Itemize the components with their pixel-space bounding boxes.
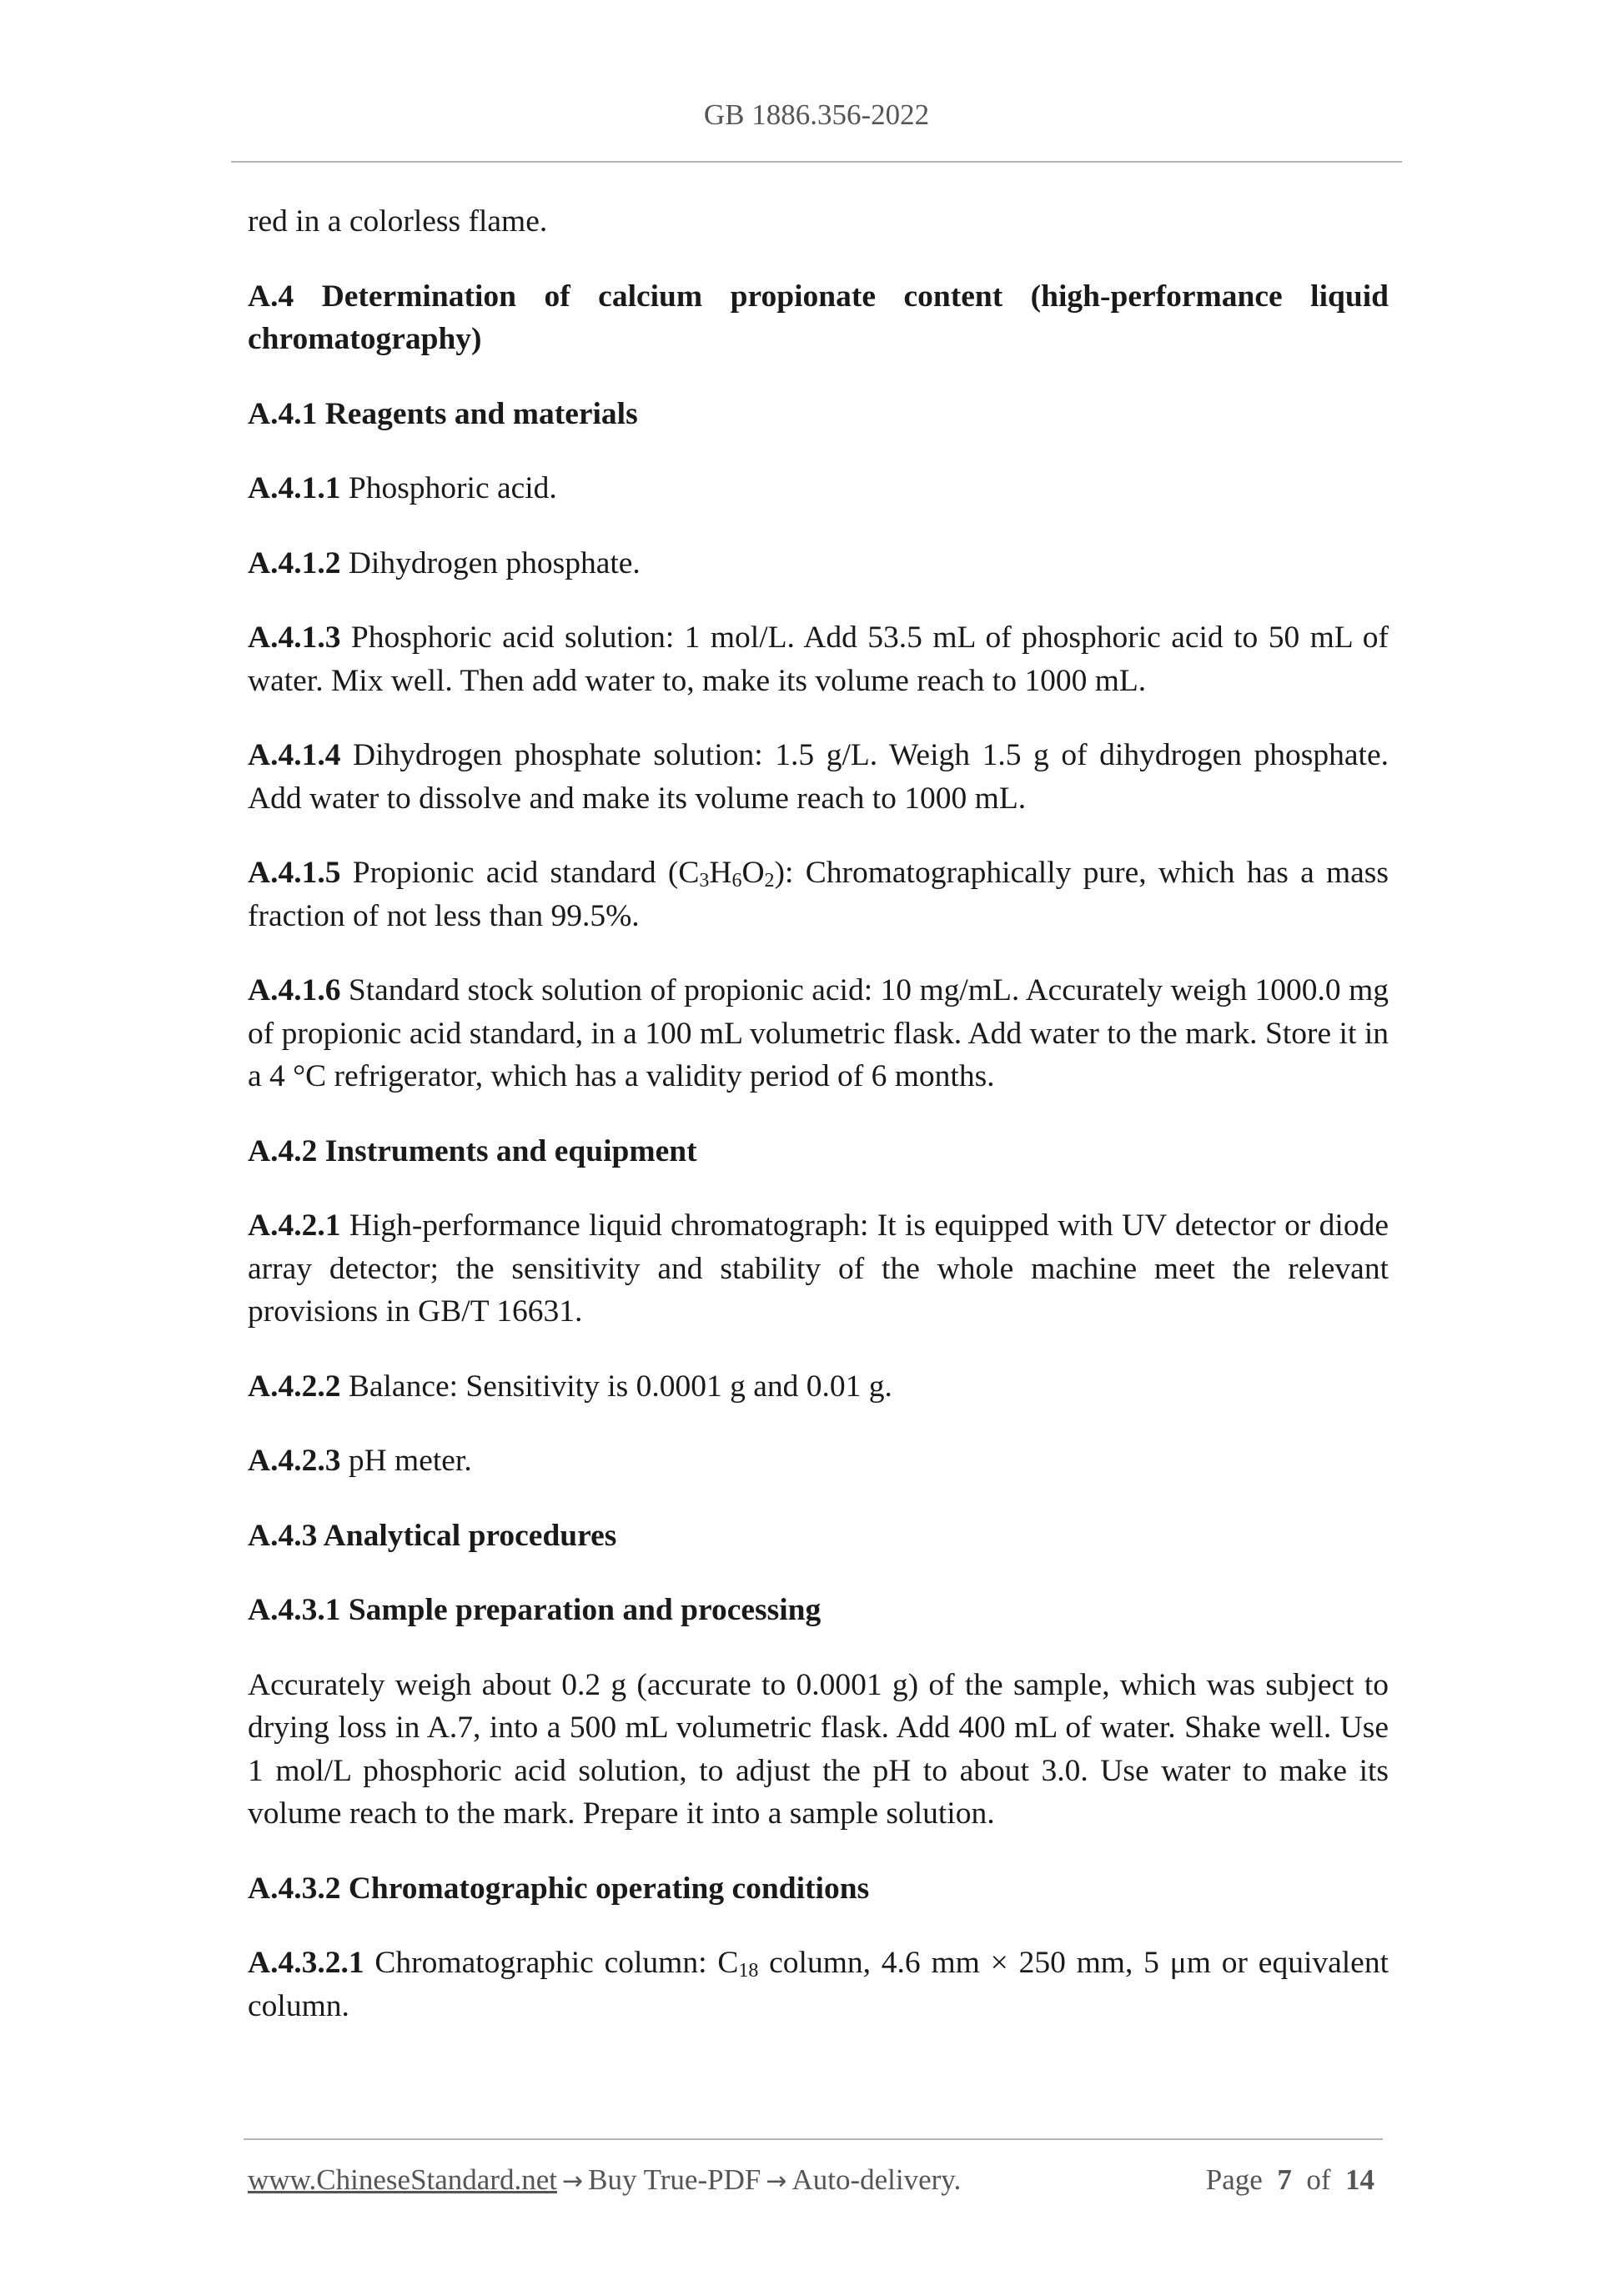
clause-text: Phosphoric acid. <box>340 471 557 505</box>
clause-text: Propionic acid standard (C <box>340 856 700 890</box>
formula-element: H <box>709 856 732 890</box>
clause-number: A.4.1.6 <box>248 973 341 1007</box>
clause-number: A.4.3.2.1 <box>248 1946 364 1980</box>
page-indicator <box>1206 2163 1374 2197</box>
clause-a4-1-6 <box>248 969 1389 1098</box>
page-label: Page <box>1205 2163 1263 2196</box>
formula-subscript: 3 <box>699 870 710 892</box>
clause-a4-1-5 <box>248 852 1389 937</box>
footer-divider <box>244 2138 1383 2140</box>
formula-subscript: 6 <box>731 870 742 892</box>
buy-pdf-text: Buy True-PDF <box>588 2163 761 2196</box>
clause-text: High-performance liquid chromatograph: It is equipped with UV detector or diode array detector; the sensitivity and stability of the whole machine meet the relevant provisions in GB/T 16631. <box>248 1208 1389 1329</box>
clause-text: Phosphoric acid solution: 1 mol/L. Add 53.5 mL of phosphoric acid to 50 mL of water. Mix well. Then add water to, make its volume reach to 1000 mL. <box>248 620 1389 698</box>
clause-number: A.4.1.2 <box>248 545 341 580</box>
footer-promo <box>248 2163 961 2197</box>
clause-a4-1-2 <box>248 542 1389 585</box>
page-current: 7 <box>1277 2163 1292 2196</box>
page-total: 14 <box>1345 2163 1374 2196</box>
section-heading-a4-3-2: A.4.3.2 Chromatographic operating conditions <box>248 1871 870 1906</box>
clause-text: Dihydrogen phosphate solution: 1.5 g/L. Weigh 1.5 g of dihydrogen phosphate. Add water to dissolve and make its volume reach to 1000 mL. <box>248 738 1389 816</box>
clause-a4-2-1 <box>248 1204 1389 1334</box>
formula-element: O <box>741 856 765 890</box>
clause-number: A.4.1.3 <box>248 620 341 655</box>
clause-a4-1-3 <box>248 616 1389 702</box>
clause-a4-1-1 <box>248 467 1389 510</box>
page-header <box>231 98 1402 132</box>
document-body <box>248 200 1389 2059</box>
clause-text: Chromatographic column: C <box>364 1946 739 1980</box>
clause-text: column, 4.6 mm × 250 mm, 5 μm or equivalent column. <box>248 1946 1389 2023</box>
header-divider <box>231 161 1402 163</box>
clause-text: Dihydrogen phosphate. <box>340 545 641 580</box>
formula-subscript: 2 <box>764 870 775 892</box>
section-heading-a4-1: A.4.1 Reagents and materials <box>248 396 638 431</box>
clause-number: A.4.1.5 <box>248 856 341 890</box>
section-heading-a4-3: A.4.3 Analytical procedures <box>248 1518 617 1553</box>
arrow-right-icon: → <box>766 2167 787 2196</box>
clause-number: A.4.1.4 <box>248 738 341 772</box>
clause-text: pH meter. <box>340 1444 472 1478</box>
clause-a4-2-2 <box>248 1365 1389 1409</box>
clause-a4-1-4 <box>248 734 1389 820</box>
standard-code: GB 1886.356-2022 <box>703 98 930 131</box>
clause-number: A.4.2.2 <box>248 1369 341 1404</box>
section-heading-a4-2: A.4.2 Instruments and equipment <box>248 1133 697 1168</box>
clause-text: ): Chromatographically pure, which has a mass fraction of not less than 99.5%. <box>248 856 1389 933</box>
website-link[interactable]: www.ChineseStandard.net <box>248 2163 557 2196</box>
clause-a4-3-2-1 <box>248 1942 1389 2027</box>
clause-text: Balance: Sensitivity is 0.0001 g and 0.01 g. <box>340 1369 892 1404</box>
clause-text: Standard stock solution of propionic acid: 10 mg/mL. Accurately weigh 1000.0 mg of propionic acid standard, in a 100 mL volumetric flask. Add water to the mark. Store it in a 4 °C refrigerator, which has a validity period of 6 months. <box>248 973 1389 1093</box>
clause-a4-2-3 <box>248 1439 1389 1483</box>
clause-number: A.4.2.3 <box>248 1444 341 1478</box>
section-heading-a4: A.4 Determination of calcium propionate content (high-performance liquid chromatography) <box>248 279 1389 356</box>
auto-delivery-text: Auto-delivery. <box>791 2163 962 2196</box>
page-of-label: of <box>1306 2163 1331 2196</box>
clause-number: A.4.1.1 <box>248 471 341 505</box>
arrow-right-icon: → <box>562 2167 584 2196</box>
paragraph-sample-preparation: Accurately weigh about 0.2 g (accurate to 0.0001 g) of the sample, which was subject to drying loss in A.7, into a 500 mL volumetric flask. Add 400 mL of water. Shake well. Use 1 mol/L phosphoric acid solution, to adjust the pH to about 3.0. Use water to make its volume reach to the mark. Prepare it into a sample solution. <box>248 1667 1389 1831</box>
formula-subscript: 18 <box>738 1960 759 1982</box>
clause-number: A.4.2.1 <box>248 1208 341 1243</box>
section-heading-a4-3-1: A.4.3.1 Sample preparation and processing <box>248 1593 822 1627</box>
paragraph-continuation: red in a colorless flame. <box>248 204 548 239</box>
